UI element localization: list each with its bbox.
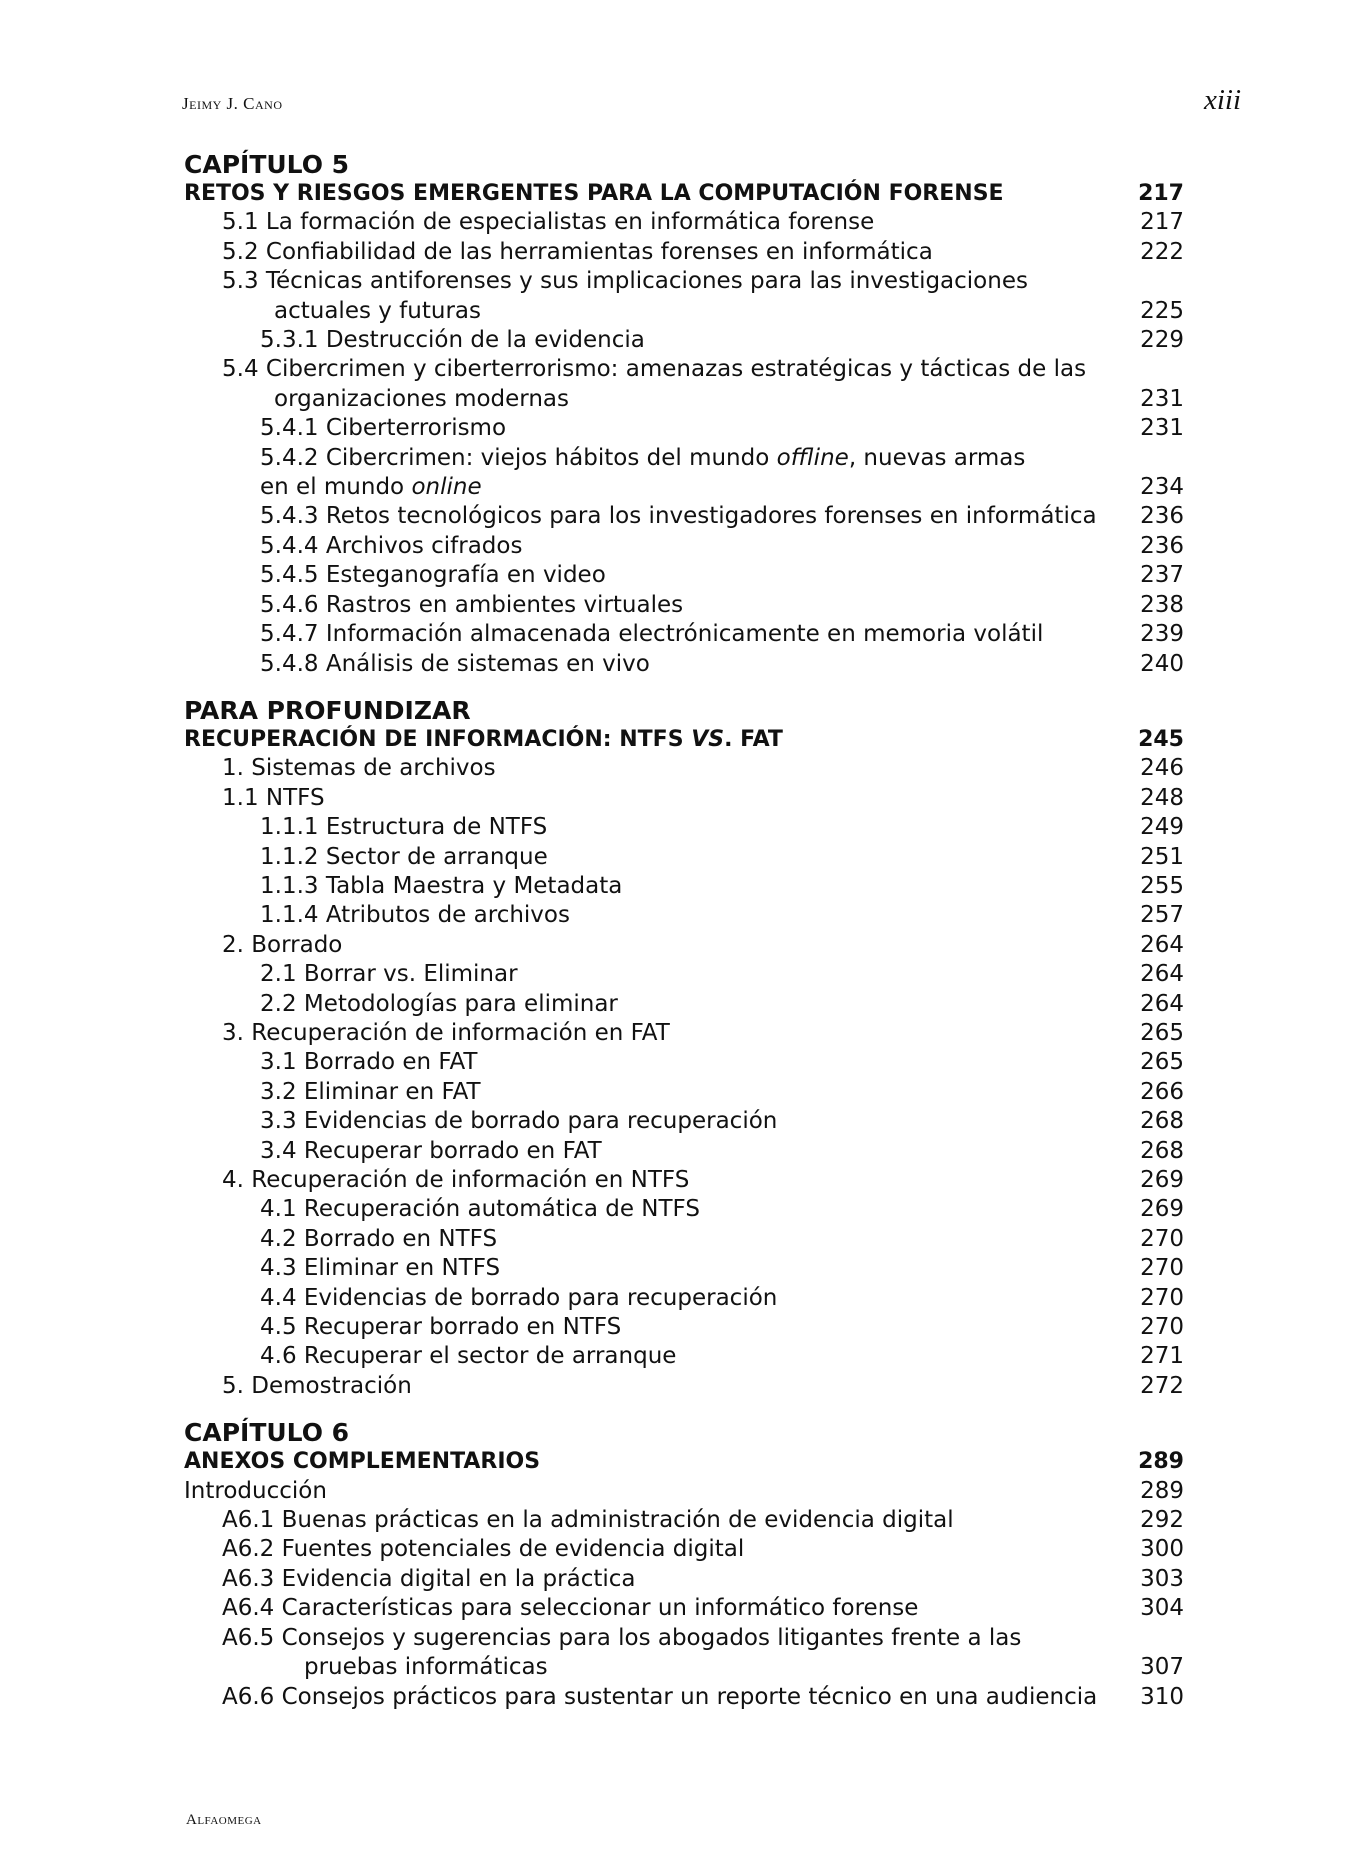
toc-entry bbox=[184, 1506, 1184, 1535]
page-number: xiii bbox=[1203, 84, 1241, 116]
toc-entry-text-part: 5.4.2 Cibercrimen: viejos hábitos del mundo bbox=[260, 444, 777, 471]
toc-entry bbox=[184, 1594, 1184, 1623]
toc-entry-page: 255 bbox=[1140, 872, 1184, 899]
toc-entry bbox=[184, 238, 1184, 267]
toc-entry-page: 234 bbox=[1140, 474, 1184, 501]
toc-entry bbox=[184, 1195, 1184, 1224]
toc-entry-page bbox=[1124, 444, 1184, 473]
toc-entry-text: 4.2 Borrado en NTFS bbox=[260, 1225, 498, 1252]
toc-entry-text: 4.1 Recuperación automática de NTFS bbox=[260, 1196, 700, 1223]
toc-entry-text: 5.1 La formación de especialistas en informática forense bbox=[222, 209, 875, 236]
toc-entry-text: A6.2 Fuentes potenciales de evidencia digital bbox=[222, 1536, 745, 1563]
toc-entry bbox=[184, 1372, 1184, 1401]
toc-entry bbox=[184, 754, 1184, 783]
section-title-page: 245 bbox=[1138, 726, 1184, 752]
toc-entry bbox=[184, 620, 1184, 649]
toc-entry bbox=[184, 502, 1184, 531]
toc-entry-page: 270 bbox=[1140, 1255, 1184, 1282]
toc-entry bbox=[184, 532, 1184, 561]
toc-entry-text: 5.3 Técnicas antiforenses y sus implicaciones para las investigaciones bbox=[222, 268, 1028, 295]
section-title-row bbox=[184, 179, 1184, 208]
toc-entry bbox=[184, 872, 1184, 901]
toc-entry-text: A6.1 Buenas prácticas en la administración de evidencia digital bbox=[222, 1507, 954, 1534]
toc-entry-text: 1. Sistemas de archivos bbox=[222, 755, 496, 782]
toc-entry-page: 303 bbox=[1140, 1565, 1184, 1592]
toc-entry-page: 271 bbox=[1140, 1343, 1184, 1370]
toc-entry-page: 310 bbox=[1140, 1683, 1184, 1710]
toc-entry bbox=[184, 843, 1184, 872]
toc-entry-page: 270 bbox=[1140, 1225, 1184, 1252]
toc-entry bbox=[184, 1048, 1184, 1077]
toc-entry bbox=[184, 473, 1184, 502]
toc-entry-text: 5.4.3 Retos tecnológicos para los investigadores forenses en informática bbox=[260, 503, 1097, 530]
section-title-row bbox=[184, 1447, 1184, 1476]
toc-entry bbox=[184, 901, 1184, 930]
toc-entry bbox=[184, 1313, 1184, 1342]
toc-entry-text: 4.6 Recuperar el sector de arranque bbox=[260, 1343, 677, 1370]
toc-entry-page: 240 bbox=[1140, 650, 1184, 677]
toc-entry-page bbox=[1124, 355, 1184, 384]
toc-entry-text: 1.1 NTFS bbox=[222, 784, 325, 811]
toc-entry-text bbox=[260, 444, 1124, 473]
toc-entry-emphasis: offline bbox=[776, 444, 849, 471]
toc-entry-page: 264 bbox=[1140, 961, 1184, 988]
toc-entry bbox=[184, 784, 1184, 813]
toc-entry-page bbox=[1124, 267, 1184, 296]
toc-entry-text: 2. Borrado bbox=[222, 931, 343, 958]
running-header-author: Jeimy J. Cano bbox=[182, 94, 283, 113]
toc-entry bbox=[184, 385, 1184, 414]
toc-entry-page: 231 bbox=[1140, 385, 1184, 412]
toc-entry-text: Introducción bbox=[184, 1477, 327, 1504]
toc-entry-page: 251 bbox=[1140, 843, 1184, 870]
toc-entry bbox=[184, 650, 1184, 679]
toc-entry-page: 265 bbox=[1140, 1019, 1184, 1046]
toc-entry-page: 236 bbox=[1140, 503, 1184, 530]
toc-entry-page: 246 bbox=[1140, 755, 1184, 782]
toc-entry-text: 5.4.1 Ciberterrorismo bbox=[260, 415, 507, 442]
section-title-row bbox=[184, 725, 1184, 754]
toc-entry-page: 222 bbox=[1140, 238, 1184, 265]
toc-entry bbox=[184, 1535, 1184, 1564]
toc-entry-text: 4.5 Recuperar borrado en NTFS bbox=[260, 1314, 622, 1341]
toc-entry-text: 5. Demostración bbox=[222, 1372, 412, 1399]
toc-entry-text: 3. Recuperación de información en FAT bbox=[222, 1019, 670, 1046]
toc-entry-page: 304 bbox=[1140, 1595, 1184, 1622]
toc-entry-page: 270 bbox=[1140, 1284, 1184, 1311]
toc-entry bbox=[184, 208, 1184, 237]
toc-section bbox=[184, 1418, 1184, 1712]
toc-entry-page: 229 bbox=[1140, 327, 1184, 354]
toc-entry bbox=[184, 1565, 1184, 1594]
toc-entry-text bbox=[260, 473, 1124, 502]
toc-entry-page: 239 bbox=[1140, 621, 1184, 648]
toc-entry-text: 3.4 Recuperar borrado en FAT bbox=[260, 1137, 602, 1164]
section-title-page: 217 bbox=[1138, 181, 1184, 206]
toc-entry-text: actuales y futuras bbox=[274, 297, 481, 324]
toc-entry-text: 3.3 Evidencias de borrado para recuperación bbox=[260, 1108, 778, 1135]
toc-entry-text: 3.1 Borrado en FAT bbox=[260, 1049, 478, 1076]
toc-entry-page: 231 bbox=[1140, 415, 1184, 442]
toc-entry-page: 236 bbox=[1140, 532, 1184, 559]
toc-entry bbox=[184, 1137, 1184, 1166]
toc-entry-text: 5.4 Cibercrimen y ciberterrorismo: amenazas estratégicas y tácticas de las bbox=[222, 356, 1087, 383]
toc-entry-text: 5.3.1 Destrucción de la evidencia bbox=[260, 327, 645, 354]
toc-entry bbox=[184, 960, 1184, 989]
toc-entry-page: 265 bbox=[1140, 1049, 1184, 1076]
toc-entry-text: organizaciones modernas bbox=[274, 385, 570, 412]
toc-entry-text: 1.1.3 Tabla Maestra y Metadata bbox=[260, 872, 623, 899]
toc-entry-text: 4.4 Evidencias de borrado para recuperación bbox=[260, 1284, 778, 1311]
toc-entry-page bbox=[1124, 1624, 1184, 1653]
toc-entry-page: 289 bbox=[1140, 1477, 1184, 1504]
toc-entry bbox=[184, 1683, 1184, 1712]
toc-entry-text: 1.1.1 Estructura de NTFS bbox=[260, 814, 548, 841]
toc-entry-page: 269 bbox=[1140, 1196, 1184, 1223]
toc-entry-text: 5.4.4 Archivos cifrados bbox=[260, 532, 523, 559]
toc-entry bbox=[184, 813, 1184, 842]
toc-entry-page: 237 bbox=[1140, 562, 1184, 589]
toc-entry-page: 307 bbox=[1140, 1654, 1184, 1681]
section-title: RETOS Y RIESGOS EMERGENTES PARA LA COMPUTACIÓN FORENSE bbox=[184, 181, 1004, 206]
toc-entry bbox=[184, 1477, 1184, 1506]
toc-entry-text: 5.4.8 Análisis de sistemas en vivo bbox=[260, 650, 650, 677]
toc-entry-page: 248 bbox=[1140, 784, 1184, 811]
toc-entry-text: A6.6 Consejos prácticos para sustentar un reporte técnico en una audiencia bbox=[222, 1683, 1098, 1710]
footer-publisher: Alfaomega bbox=[186, 1812, 262, 1828]
section-title-part: RECUPERACIÓN DE INFORMACIÓN: NTFS bbox=[184, 726, 692, 752]
toc-entry bbox=[184, 990, 1184, 1019]
toc-entry-text: 2.2 Metodologías para eliminar bbox=[260, 990, 618, 1017]
toc-entry-text: 5.2 Confiabilidad de las herramientas forenses en informática bbox=[222, 238, 933, 265]
table-of-contents bbox=[184, 150, 1184, 1729]
toc-entry-page: 270 bbox=[1140, 1314, 1184, 1341]
toc-entry bbox=[184, 414, 1184, 443]
toc-entry-text: A6.3 Evidencia digital en la práctica bbox=[222, 1565, 636, 1592]
toc-entry-page: 292 bbox=[1140, 1507, 1184, 1534]
toc-entry bbox=[184, 355, 1184, 384]
toc-entry bbox=[184, 1078, 1184, 1107]
section-title-emphasis: VS bbox=[691, 726, 725, 752]
toc-entry-page: 264 bbox=[1140, 990, 1184, 1017]
toc-entry-text: A6.4 Características para seleccionar un informático forense bbox=[222, 1595, 919, 1622]
toc-entry-text: 1.1.2 Sector de arranque bbox=[260, 843, 548, 870]
toc-entry-page: 257 bbox=[1140, 902, 1184, 929]
toc-entry-page: 238 bbox=[1140, 591, 1184, 618]
toc-entry bbox=[184, 297, 1184, 326]
toc-entry-text: 5.4.6 Rastros en ambientes virtuales bbox=[260, 591, 684, 618]
toc-entry-page: 249 bbox=[1140, 814, 1184, 841]
toc-entry-page: 225 bbox=[1140, 297, 1184, 324]
toc-entry-text: 5.4.7 Información almacenada electrónicamente en memoria volátil bbox=[260, 621, 1044, 648]
toc-entry-text: 1.1.4 Atributos de archivos bbox=[260, 902, 570, 929]
toc-entry-page: 268 bbox=[1140, 1108, 1184, 1135]
toc-entry bbox=[184, 1225, 1184, 1254]
toc-entry-text-part: en el mundo bbox=[260, 474, 412, 501]
toc-entry bbox=[184, 931, 1184, 960]
section-label: CAPÍTULO 6 bbox=[184, 1418, 350, 1448]
toc-entry-text: 5.4.5 Esteganografía en video bbox=[260, 562, 606, 589]
toc-entry-page: 266 bbox=[1140, 1078, 1184, 1105]
toc-entry-page: 264 bbox=[1140, 931, 1184, 958]
toc-entry bbox=[184, 1284, 1184, 1313]
toc-entry-text: 3.2 Eliminar en FAT bbox=[260, 1078, 481, 1105]
toc-entry bbox=[184, 1107, 1184, 1136]
toc-entry bbox=[184, 591, 1184, 620]
toc-entry bbox=[184, 1019, 1184, 1048]
section-label: CAPÍTULO 5 bbox=[184, 150, 350, 179]
section-title: ANEXOS COMPLEMENTARIOS bbox=[184, 1449, 541, 1475]
section-title-part: . FAT bbox=[724, 726, 783, 752]
toc-entry bbox=[184, 1254, 1184, 1283]
toc-entry-text: A6.5 Consejos y sugerencias para los abogados litigantes frente a las bbox=[222, 1624, 1022, 1651]
toc-entry-page: 269 bbox=[1140, 1167, 1184, 1193]
toc-section bbox=[184, 150, 1184, 679]
toc-entry bbox=[184, 444, 1184, 473]
toc-entry-page: 300 bbox=[1140, 1536, 1184, 1563]
toc-entry bbox=[184, 326, 1184, 355]
toc-entry bbox=[184, 561, 1184, 590]
section-title-page: 289 bbox=[1138, 1449, 1184, 1475]
toc-entry-text: 4. Recuperación de información en NTFS bbox=[222, 1167, 690, 1193]
section-label: PARA PROFUNDIZAR bbox=[184, 695, 471, 725]
toc-entry bbox=[184, 1342, 1184, 1371]
toc-entry-emphasis: online bbox=[411, 474, 482, 501]
toc-entry bbox=[184, 1624, 1184, 1653]
toc-entry bbox=[184, 1166, 1184, 1195]
toc-entry-text: 2.1 Borrar vs. Eliminar bbox=[260, 961, 518, 988]
toc-entry-text-part: , nuevas armas bbox=[848, 444, 1026, 471]
toc-entry-page: 272 bbox=[1140, 1372, 1184, 1399]
toc-entry-text: pruebas informáticas bbox=[304, 1654, 548, 1681]
toc-entry-text: 4.3 Eliminar en NTFS bbox=[260, 1255, 501, 1282]
toc-entry bbox=[184, 267, 1184, 296]
toc-entry-page: 268 bbox=[1140, 1137, 1184, 1164]
toc-entry-page: 217 bbox=[1140, 209, 1184, 236]
toc-section bbox=[184, 696, 1184, 1401]
section-title bbox=[184, 725, 1124, 754]
toc-entry bbox=[184, 1653, 1184, 1682]
